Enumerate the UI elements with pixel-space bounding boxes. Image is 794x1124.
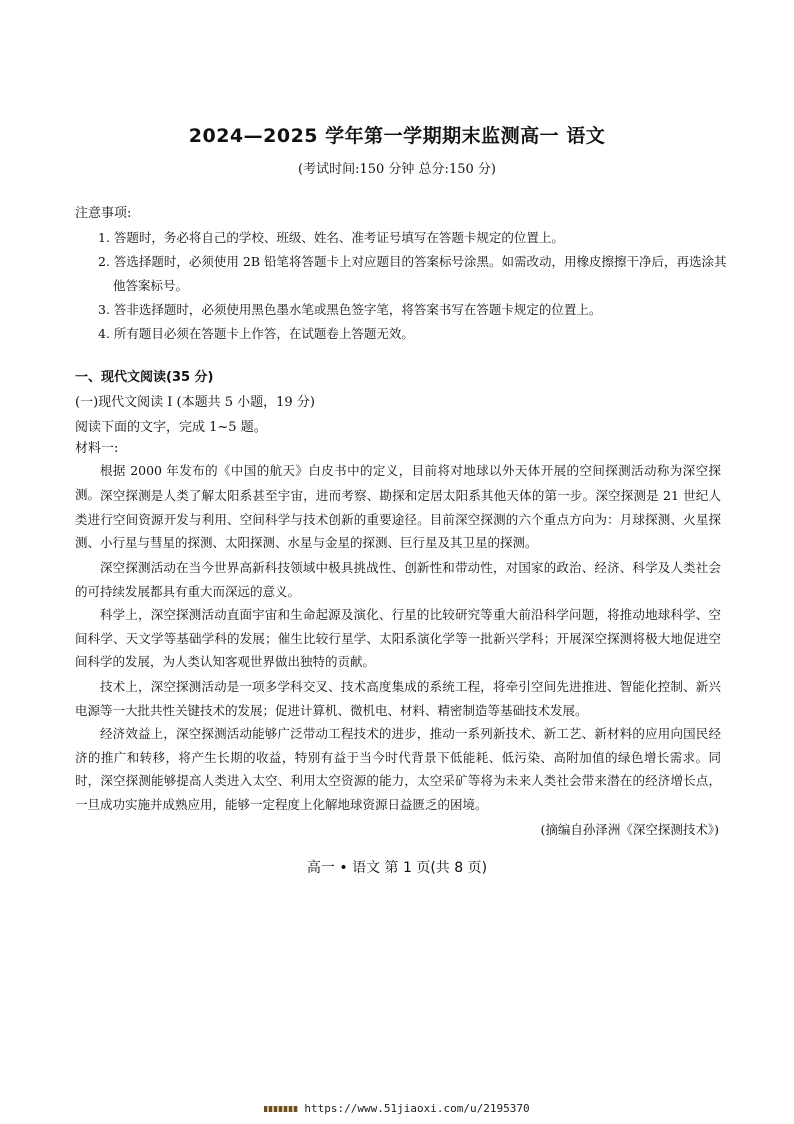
passage-paragraph: 科学上，深空探测活动直面宇宙和生命起源及演化、行星的比较研究等重大前沿科学问题，将推动地球科学、空间科学、天文学等基础学科的发展；催生比较行星学、太阳系演化学等一批新兴学科；开展深空探测将极大地促进空间科学的发展，为人类认知客观世界做出独特的贡献。 bbox=[75, 607, 721, 669]
passage-paragraph: 深空探测活动在当今世界高新科技领域中极具挑战性、创新性和带动性，对国家的政治、经济、科学及人类社会的可持续发展都具有重大而深远的意义。 bbox=[75, 560, 721, 599]
passage-paragraph: 经济效益上，深空探测活动能够广泛带动工程技术的进步，推动一系列新技术、新工艺、新材料的应用向国民经济的推广和转移，将产生长期的收益，特别有益于当今时代背景下低能耗、低污染、高附加值的绿色增长需求。同时，深空探测能够提高人类进入太空、利用太空资源的能力，太空采矿等将为未来人类社会带来潜在的经济增长点，一旦成功实施并成熟应用，能够一定程度上化解地球资源日益匮乏的困境。 bbox=[75, 726, 721, 812]
notice-item-continued: 他答案标号。 bbox=[113, 278, 189, 293]
page-title: 2024—2025 学年第一学期期末监测高一 语文 bbox=[188, 125, 606, 147]
subsection-heading: (一)现代文阅读 I (本题共 5 小题，19 分) bbox=[75, 395, 315, 410]
notice-item: 4. 所有题目必须在答题卡上作答，在试题卷上答题无效。 bbox=[98, 326, 414, 341]
notice-item: 2. 答选择题时，必须使用 2B 铅笔将答题卡上对应题目的答案标号涂黑。如需改动，用橡皮擦擦干净后，再选涂其 bbox=[98, 254, 727, 269]
watermark-logo-icon bbox=[264, 1106, 298, 1112]
passage-paragraph: 根据 2000 年发布的《中国的航天》白皮书中的定义，目前将对地球以外天体开展的空间探测活动称为深空探测。 bbox=[75, 463, 721, 502]
notice-item: 3. 答非选择题时，必须使用黑色墨水笔或黑色签字笔，将答案书写在答题卡规定的位置上。 bbox=[98, 302, 602, 317]
exam-info: (考试时间:150 分钟 总分:150 分) bbox=[298, 162, 496, 177]
notice-heading: 注意事项: bbox=[75, 206, 132, 221]
watermark bbox=[0, 1102, 794, 1115]
watermark-url: https://www.51jiaoxi.com/u/2195370 bbox=[304, 1102, 530, 1115]
section-heading: 一、现代文阅读(35 分) bbox=[75, 370, 214, 385]
passage-source: (摘编自孙泽洲《深空探测技术》) bbox=[540, 822, 719, 837]
notice-item: 1. 答题时，务必将自己的学校、班级、姓名、准考证号填写在答题卡规定的位置上。 bbox=[98, 230, 564, 245]
reading-instruction: 阅读下面的文字，完成 1~5 题。 bbox=[75, 420, 267, 435]
page-footer: 高一 • 语文 第 1 页(共 8 页) bbox=[306, 860, 488, 876]
passage-paragraph: 深空探测是人类了解太阳系甚至宇宙，进而考察、勘探和定居太阳系其他天体的第一步。深空探测是 21 世纪人类进行空间资源开发与利用、空间科学与技术创新的重要途径。目前深空探测的六个重点方向为：月球探测、火星探测、小行星与彗星的探测、太阳探测、水星与金星的探测、巨行星及其卫星的探测。 bbox=[75, 488, 721, 550]
material-label: 材料一: bbox=[75, 441, 119, 456]
passage-paragraph: 技术上，深空探测活动是一项多学科交叉、技术高度集成的系统工程，将牵引空间先进推进、智能化控制、新兴电源等一大批共性关键技术的发展；促进计算机、微机电、材料、精密制造等基础技术发展。 bbox=[75, 679, 721, 718]
